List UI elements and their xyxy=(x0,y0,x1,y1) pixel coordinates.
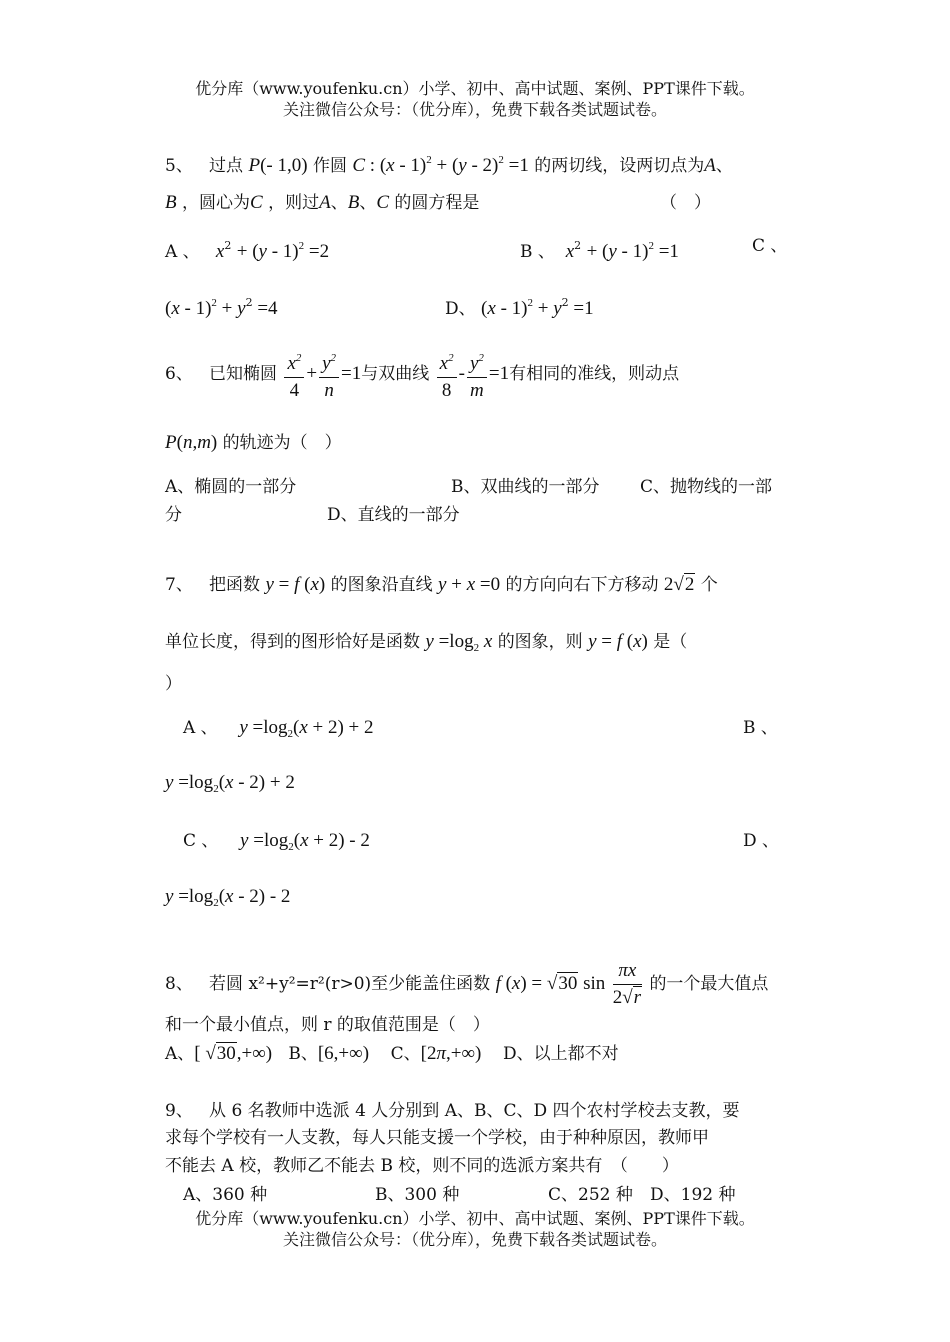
q6-option-c-cont: 分 xyxy=(165,505,182,525)
q8-line-1: 8、 若圆 x²+y²=r²(r>0)至少能盖住函数 f (x) = √30 sin $\frac{\pi x}{2√r}$ 的一个最大值点 xyxy=(165,960,769,1008)
q5-text: 作圆 xyxy=(312,156,347,176)
footer-line-2: 关注微信公众号：（优分库），免费下载各类试题试卷。 xyxy=(282,1230,667,1249)
q9-option-c: C、252 种 xyxy=(548,1185,633,1205)
q9-line-1 xyxy=(165,1099,740,1123)
q5-option-c-label: C 、 xyxy=(752,236,788,256)
q8-text: 若圆 x²+y²=r²(r>0)至少能盖住函数 xyxy=(209,974,491,994)
q5-option-b: B 、 $x^2 + (y - 1)^2 =1$ xyxy=(520,239,679,262)
q7-option-b-label: B 、 xyxy=(743,718,778,738)
q5-circle-equation: C xyxy=(352,155,366,176)
q8-option-a-label: A、 xyxy=(165,1044,195,1064)
q6-text: 的轨迹为（ ） xyxy=(222,433,342,453)
q5-text: 的圆方程是 xyxy=(394,193,480,213)
q6-option-c: C、抛物线的一部 xyxy=(640,477,773,497)
q6-text: 有相同的准线，则动点 xyxy=(509,364,680,384)
q8-option-b-label: B、 xyxy=(288,1044,318,1064)
q7-option-a-label: A 、 xyxy=(183,718,218,738)
q9-line-2: 求每个学校有一人支教，每人只能支援一个学校，由于种种原因，教师甲 xyxy=(165,1128,709,1148)
q6-text: 与双曲线 xyxy=(361,364,430,384)
q8-number: 8、 xyxy=(165,974,193,994)
q8-line-2: 和一个最小值点，则 r 的取值范围是（ ） xyxy=(165,1015,490,1035)
q5-option-d: D、 $(x - 1)^2 + y^2 =1$ xyxy=(445,296,594,319)
header-line-2: 关注微信公众号：（优分库），免费下载各类试题试卷。 xyxy=(282,100,667,119)
q6-option-b: B、双曲线的一部分 xyxy=(451,477,600,497)
q5-line-2: B ，圆心为C ，则过A、B、C 的圆方程是 xyxy=(165,192,480,213)
header-line-1: 优分库（www.youfenku.cn）小学、初中、高中试题、案例、PPT课件下载。 xyxy=(195,79,755,98)
q6-line-1: 6、 已知椭圆 $\frac{x^2}{4}$ + $\frac{y^2}{n}$ =1与双曲线 $\frac{x^2}{8}$ - $\frac{y^2}{m}$ =1有相同的准线，则动点 xyxy=(165,345,679,404)
q5-point-P: P xyxy=(248,155,261,176)
q9-option-b: B、300 种 xyxy=(375,1185,460,1205)
q9-number: 9、 xyxy=(165,1101,193,1121)
q7-text: 单位长度，得到的图形恰好是函数 xyxy=(165,632,420,652)
q8-text: 的一个最大值点 xyxy=(649,974,769,994)
footer-line-1: 优分库（www.youfenku.cn）小学、初中、高中试题、案例、PPT课件下载。 xyxy=(195,1209,755,1228)
q5-text: 过点 xyxy=(209,156,244,176)
q7-text: 的方向向右下方移动 xyxy=(505,575,659,595)
q5-number: 5、 xyxy=(165,156,193,176)
q7-option-c-label: C 、 xyxy=(183,831,219,851)
q6-text: 已知椭圆 xyxy=(209,364,278,384)
q7-text: 把函数 xyxy=(209,575,261,595)
q6-option-d: D、直线的一部分 xyxy=(327,505,460,525)
q7-option-b: $y =\log_2(x - 2) + 2$ xyxy=(165,772,295,795)
q6-option-a: A、椭圆的一部分 xyxy=(165,477,297,497)
q5-text: ，则过 xyxy=(268,193,320,213)
q6-line-2: P(n,m) 的轨迹为（ ） xyxy=(165,432,342,453)
q5-answer-paren: （ ） xyxy=(660,193,711,213)
q7-number: 7、 xyxy=(165,575,193,595)
q5-option-d-label: D、 xyxy=(445,299,476,319)
q8-option-c-label: C、 xyxy=(390,1044,421,1064)
q9-text: 从 6 名教师中选派 4 人分别到 A、B、C、D 四个农村学校去支教，要 xyxy=(209,1101,740,1121)
q7-line-3: ） xyxy=(165,674,182,694)
q7-option-a: A 、 $y =\log_2(x + 2) + 2$ xyxy=(183,717,374,740)
q5-option-c: $(x - 1)^2 + y^2 =4$ xyxy=(165,296,278,319)
q7-option-d-label: D 、 xyxy=(743,831,780,851)
q7-text: 的图象，则 xyxy=(497,632,583,652)
q8-option-d: D、以上都不对 xyxy=(503,1044,619,1064)
q5-line-1: 5、 过点 P(- 1,0) 作圆 C : (x - 1)$^2$ + (y - 2)$^2$ =1 的两切线，设两切点为A、 xyxy=(165,154,733,176)
q6-number: 6、 xyxy=(165,364,193,384)
q5-option-a-label: A 、 xyxy=(165,242,200,262)
q9-option-d: D、192 种 xyxy=(650,1185,736,1205)
q7-text: 的图象沿直线 xyxy=(330,575,433,595)
q7-text: 是（ xyxy=(653,632,688,652)
q5-option-b-label: B 、 xyxy=(520,242,555,262)
q9-option-a: A、360 种 xyxy=(183,1185,268,1205)
q5-text: 的两切线，设两切点为 xyxy=(534,156,705,176)
q7-text: 个 xyxy=(700,575,718,595)
q5-text: ，圆心为 xyxy=(182,193,251,213)
q8-options: A、[ √30,+∞) B、[6,+∞) C、[2π,+∞) D、以上都不对 xyxy=(165,1043,619,1064)
q7-option-c: C 、 $y =\log_2(x + 2) - 2$ xyxy=(183,830,370,853)
q5-option-a: A 、 $x^2 + (y - 1)^2 =2$ xyxy=(165,239,330,262)
q7-line-2: 单位长度，得到的图形恰好是函数 $y =\log_2$ x 的图象，则 y = f (x) 是（ xyxy=(165,631,688,654)
q7-option-d: $y =\log_2(x - 2) - 2$ xyxy=(165,886,291,909)
q7-line-1: 7、 把函数 y = f (x) 的图象沿直线 y + x =0 的方向向右下方移动 2√2 个 xyxy=(165,574,718,595)
q9-line-3: 不能去 A 校，教师乙不能去 B 校，则不同的选派方案共有 （ ） xyxy=(165,1156,679,1176)
